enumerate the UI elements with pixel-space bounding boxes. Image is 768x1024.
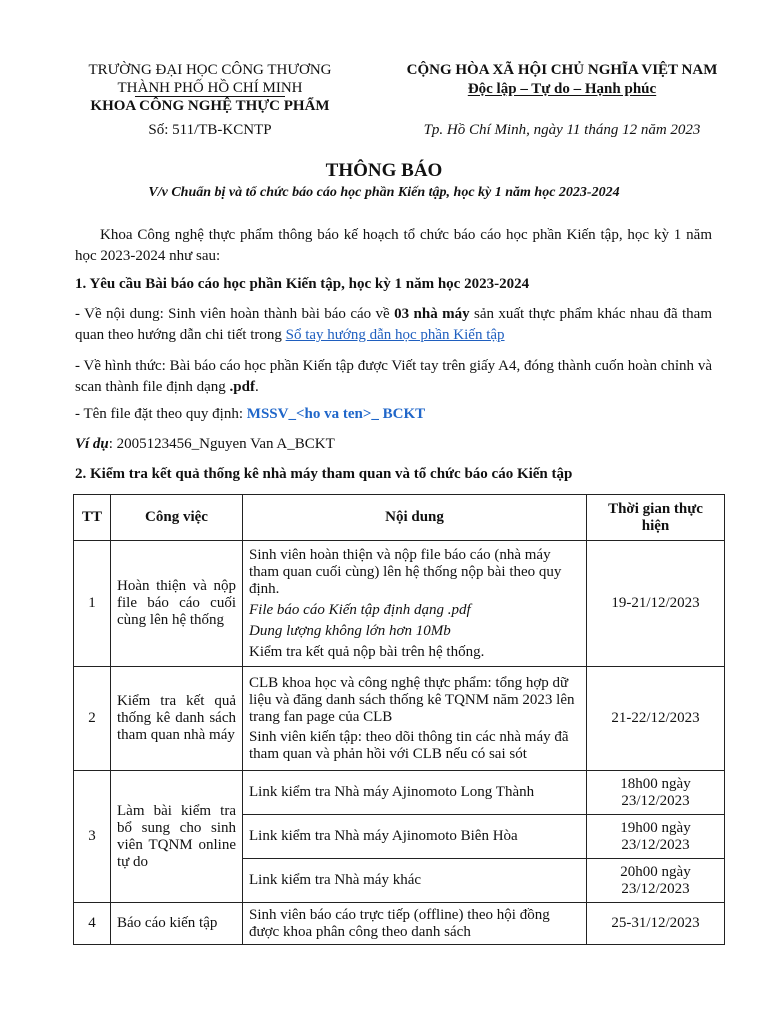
form-format: .pdf [229,379,255,395]
content-prefix: - Về nội dung: Sinh viên hoàn thành bài báo cáo về [75,306,395,322]
row1-time: 19-21/12/2023 [587,541,725,667]
example-value: : 2005123456_Nguyen Van A_BCKT [108,436,335,452]
section1-heading: 1. Yêu cầu Bài báo cáo học phần Kiến tập, học kỳ 1 năm học 2023-2024 [75,276,530,292]
table-row [74,541,725,667]
row4-content: Sinh viên báo cáo trực tiếp (offline) theo hội đồng được khoa phân công theo danh sách [243,903,587,945]
issue-date: Tp. Hồ Chí Minh, ngày 11 tháng 12 năm 2023 [423,122,701,138]
row4-time: 25-31/12/2023 [587,903,725,945]
row1-content-2: File báo cáo Kiến tập định dạng .pdf [249,601,471,618]
table-row [74,771,725,815]
faculty-name: KHOA CÔNG NGHỆ THỰC PHẨM [90,98,330,114]
filename-example [75,436,725,453]
filename-rule [75,406,725,423]
row3-time-3-date: 23/12/2023 [621,880,690,897]
row3-time-3-hour: 20h00 ngày [620,863,691,880]
faculty-underline [135,96,285,97]
row3-time-1 [587,771,725,815]
row1-work: Hoàn thiện và nộp file báo cáo cuối cùng lên hệ thống [111,541,243,667]
row2-content-1: CLB khoa học và công nghệ thực phẩm: tổng hợp dữ liệu và đăng danh sách thống kê TQNM năm 2023 lên trang fan page của CLB [249,674,575,725]
row2-work: Kiểm tra kết quả thống kê danh sách tham quan nhà máy [111,667,243,771]
school-header [60,61,360,115]
content-requirement [75,304,712,346]
row4-work: Báo cáo kiến tập [111,903,243,945]
filename-pattern: MSSV_<ho va ten>_ BCKT [246,406,426,422]
header-time: Thời gian thực hiện [587,495,725,541]
filename-prefix: - Tên file đặt theo quy định: [75,406,247,422]
row3-time-1-hour: 18h00 ngày [620,775,691,792]
row3-time-2-date: 23/12/2023 [621,836,690,853]
row1-content-1: Sinh viên hoàn thiện và nộp file báo cáo (nhà máy tham quan cuối cùng) lên hệ thống nộp bài theo quy định. [249,546,562,597]
row2-content [243,667,587,771]
row3-time-1-date: 23/12/2023 [621,792,690,809]
table-header-row [74,495,725,541]
row1-content-4: Kiểm tra kết quả nộp bài trên hệ thống. [249,643,485,660]
row1-content-3: Dung lượng không lớn hơn 10Mb [249,622,451,639]
document-number: Số: 511/TB-KCNTP [148,122,272,138]
header-work: Công việc [111,495,243,541]
row2-time: 21-22/12/2023 [587,667,725,771]
row2-content-2: Sinh viên kiến tập: theo dõi thông tin các nhà máy đã tham quan và phản hồi với CLB nếu có sai sót [249,728,569,762]
national-name: CỘNG HÒA XÃ HỘI CHỦ NGHĨA VIỆT NAM [406,62,718,78]
school-name-line2: THÀNH PHỐ HỒ CHÍ MINH [117,80,303,96]
national-header [378,61,746,99]
row3-content-1[interactable]: Link kiểm tra Nhà máy Ajinomoto Long Thành [243,771,587,815]
table-row [74,667,725,771]
document-title: THÔNG BÁO [325,160,443,181]
row3-work: Làm bài kiểm tra bổ sung cho sinh viên TQNM online tự do [111,771,243,903]
table-row [74,903,725,945]
row1-content [243,541,587,667]
intro-paragraph: Khoa Công nghệ thực phẩm thông báo kế hoạch tổ chức báo cáo học phần Kiến tập, học kỳ 1 năm học 2023-2024 như sau: [75,227,712,264]
row3-content-2[interactable]: Link kiểm tra Nhà máy Ajinomoto Biên Hòa [243,815,587,859]
row3-content-3[interactable]: Link kiểm tra Nhà máy khác [243,859,587,903]
row4-tt: 4 [74,903,111,945]
factory-count: 03 nhà máy [394,306,470,322]
national-motto: Độc lập – Tự do – Hạnh phúc [467,81,657,97]
form-prefix: - Về hình thức: Bài báo cáo học phần Kiến tập được Viết tay trên giấy A4, đóng thành cuốn hoàn chỉnh và scan thành file định dạng [75,358,712,395]
document-subtitle: V/v Chuẩn bị và tổ chức báo cáo học phần Kiến tập, học kỳ 1 năm học 2023-2024 [148,185,620,200]
row2-tt: 2 [74,667,111,771]
form-requirement [75,356,712,398]
row3-time-2 [587,815,725,859]
example-label: Ví dụ [75,436,109,452]
row3-time-3 [587,859,725,903]
school-name-line1: TRƯỜNG ĐẠI HỌC CÔNG THƯƠNG [88,62,332,78]
header-content: Nội dung [243,495,587,541]
row3-tt: 3 [74,771,111,903]
row3-time-2-hour: 19h00 ngày [620,819,691,836]
header-tt: TT [74,495,111,541]
content-mid: sản xuất thực phẩm khác nhau đã tham quan theo hướng dẫn chi tiết trong [75,306,712,343]
form-suffix: . [254,379,259,395]
row1-tt: 1 [74,541,111,667]
plan-table [73,494,725,945]
guide-link[interactable]: Sổ tay hướng dẫn học phần Kiến tập [285,327,505,343]
section2-heading: 2. Kiểm tra kết quả thống kê nhà máy tham quan và tổ chức báo cáo Kiến tập [75,466,573,482]
